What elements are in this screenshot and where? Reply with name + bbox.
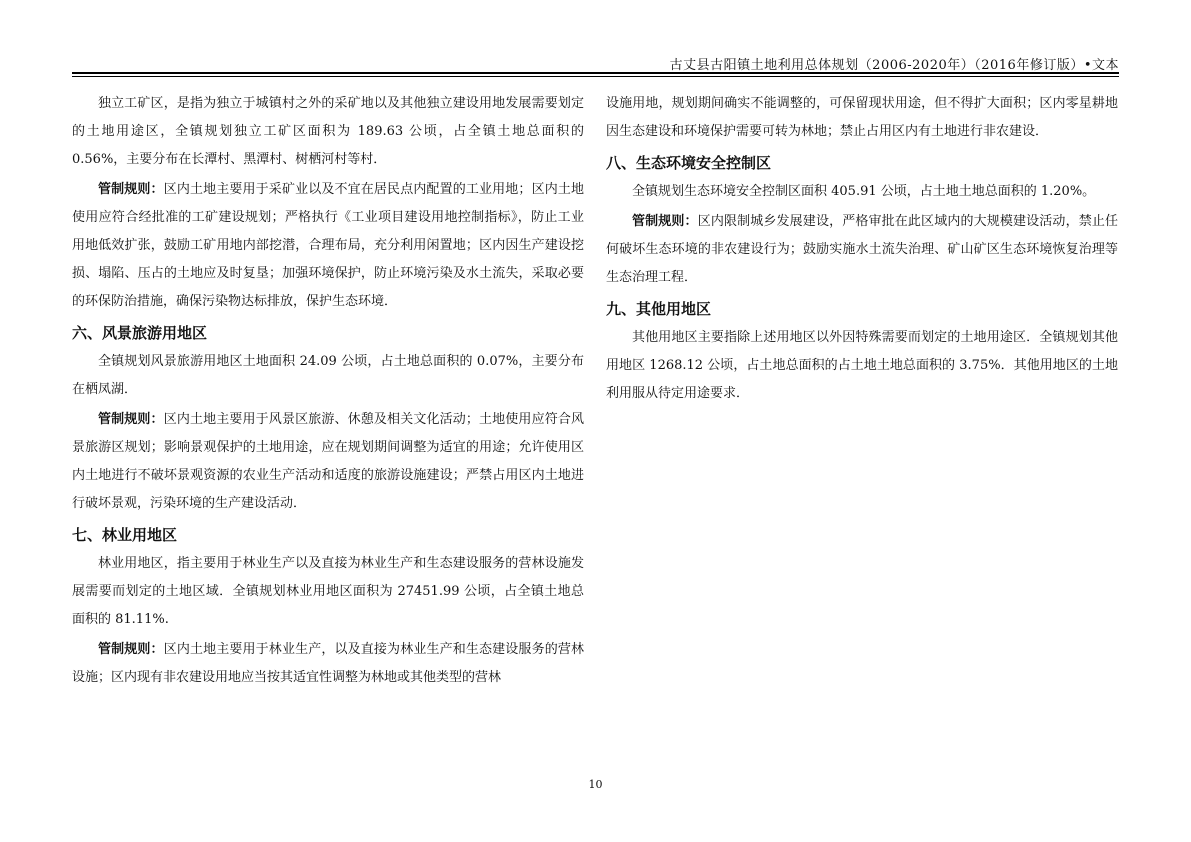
rules-lead: 管制规则：: [98, 182, 164, 197]
page-number: 10: [588, 778, 603, 791]
rules-text: 区内土地主要用于采矿业以及不宜在居民点内配置的工业用地；区内土地使用应符合经批准的工矿建设规划；严格执行《工业项目建设用地控制指标》，防止工业用地低效扩张，鼓励工矿用地内部挖潜，合理布局，充分利用闲置地；区内因生产建设挖损、塌陷、压占的土地应及时复垦；加强环境保护，防止环境污染及水土流失，采取必要的环保防治措施，确保污染物达标排放，保护生态环境．: [72, 182, 584, 309]
right-column: [606, 90, 1118, 410]
page-header: 古丈县古阳镇土地利用总体规划（2006-2020年）（2016年修订版）•文本: [669, 58, 1119, 73]
paragraph-forestry-continued: 设施用地，规划期间确实不能调整的，可保留现状用途，但不得扩大面积；区内零星耕地因生态建设和环境保护需要可转为林地；禁止占用区内有土地进行非农建设．: [606, 96, 1118, 139]
left-column: [72, 90, 584, 694]
paragraph-forestry-rules: [72, 636, 584, 692]
paragraph-eco-rules: [606, 208, 1118, 292]
header-rule-thick: [72, 72, 1119, 74]
rules-text: 区内土地主要用于林业生产，以及直接为林业生产和生态建设服务的营林设施；区内现有非农建设用地应当按其适宜性调整为林地或其他类型的营林: [72, 642, 584, 685]
paragraph-industrial-definition: 独立工矿区，是指为独立于城镇村之外的采矿地以及其他独立建设用地发展需要划定的土地用途区，全镇规划独立工矿区面积为 189.63 公顷，占全镇土地总面积的 0.56%，主要分布在长潭村、黑潭村、树栖河村等村．: [72, 96, 584, 167]
section-heading-8: 八、生态环境安全控制区: [606, 154, 772, 172]
rules-lead: 管制规则：: [98, 412, 164, 427]
paragraph-forestry-definition: 林业用地区，指主要用于林业生产以及直接为林业生产和生态建设服务的营林设施发展需要而划定的土地区域．全镇规划林业用地区面积为 27451.99 公顷，占全镇土地总面积的 81.11%.: [72, 556, 584, 627]
paragraph-other-area: 其他用地区主要指除上述用地区以外因特殊需要而划定的土地用途区．全镇规划其他用地区 1268.12 公顷，占土地总面积的占土地土地总面积的 3.75%．其他用地区的土地利用服从待定用途要求．: [606, 330, 1118, 401]
section-heading-6: 六、风景旅游用地区: [72, 324, 208, 342]
section-heading-7: 七、林业用地区: [72, 526, 178, 544]
rules-text: 区内土地主要用于风景区旅游、休憩及相关文化活动；土地使用应符合风景旅游区规划；影响景观保护的土地用途，应在规划期间调整为适宜的用途；允许使用区内土地进行不破坏景观资源的农业生产活动和适度的旅游设施建设；严禁占用区内土地进行破坏景观，污染环境的生产建设活动．: [72, 412, 584, 511]
rules-lead: 管制规则：: [98, 642, 164, 657]
paragraph-eco-area: 全镇规划生态环境安全控制区面积 405.91 公顷，占土地土地总面积的 1.20%。: [632, 184, 1096, 199]
rules-lead: 管制规则：: [632, 214, 698, 229]
rules-text: 区内限制城乡发展建设，严格审批在此区域内的大规模建设活动，禁止任何破坏生态环境的非农建设行为；鼓励实施水土流失治理、矿山矿区生态环境恢复治理等生态治理工程．: [606, 214, 1118, 285]
header-rule-thin: [72, 76, 1119, 77]
paragraph-industrial-rules: [72, 176, 584, 316]
section-heading-9: 九、其他用地区: [606, 300, 712, 318]
paragraph-scenic-rules: [72, 406, 584, 518]
paragraph-scenic-area: 全镇规划风景旅游用地区土地面积 24.09 公顷，占土地总面积的 0.07%，主要分布在栖凤湖．: [72, 354, 584, 397]
